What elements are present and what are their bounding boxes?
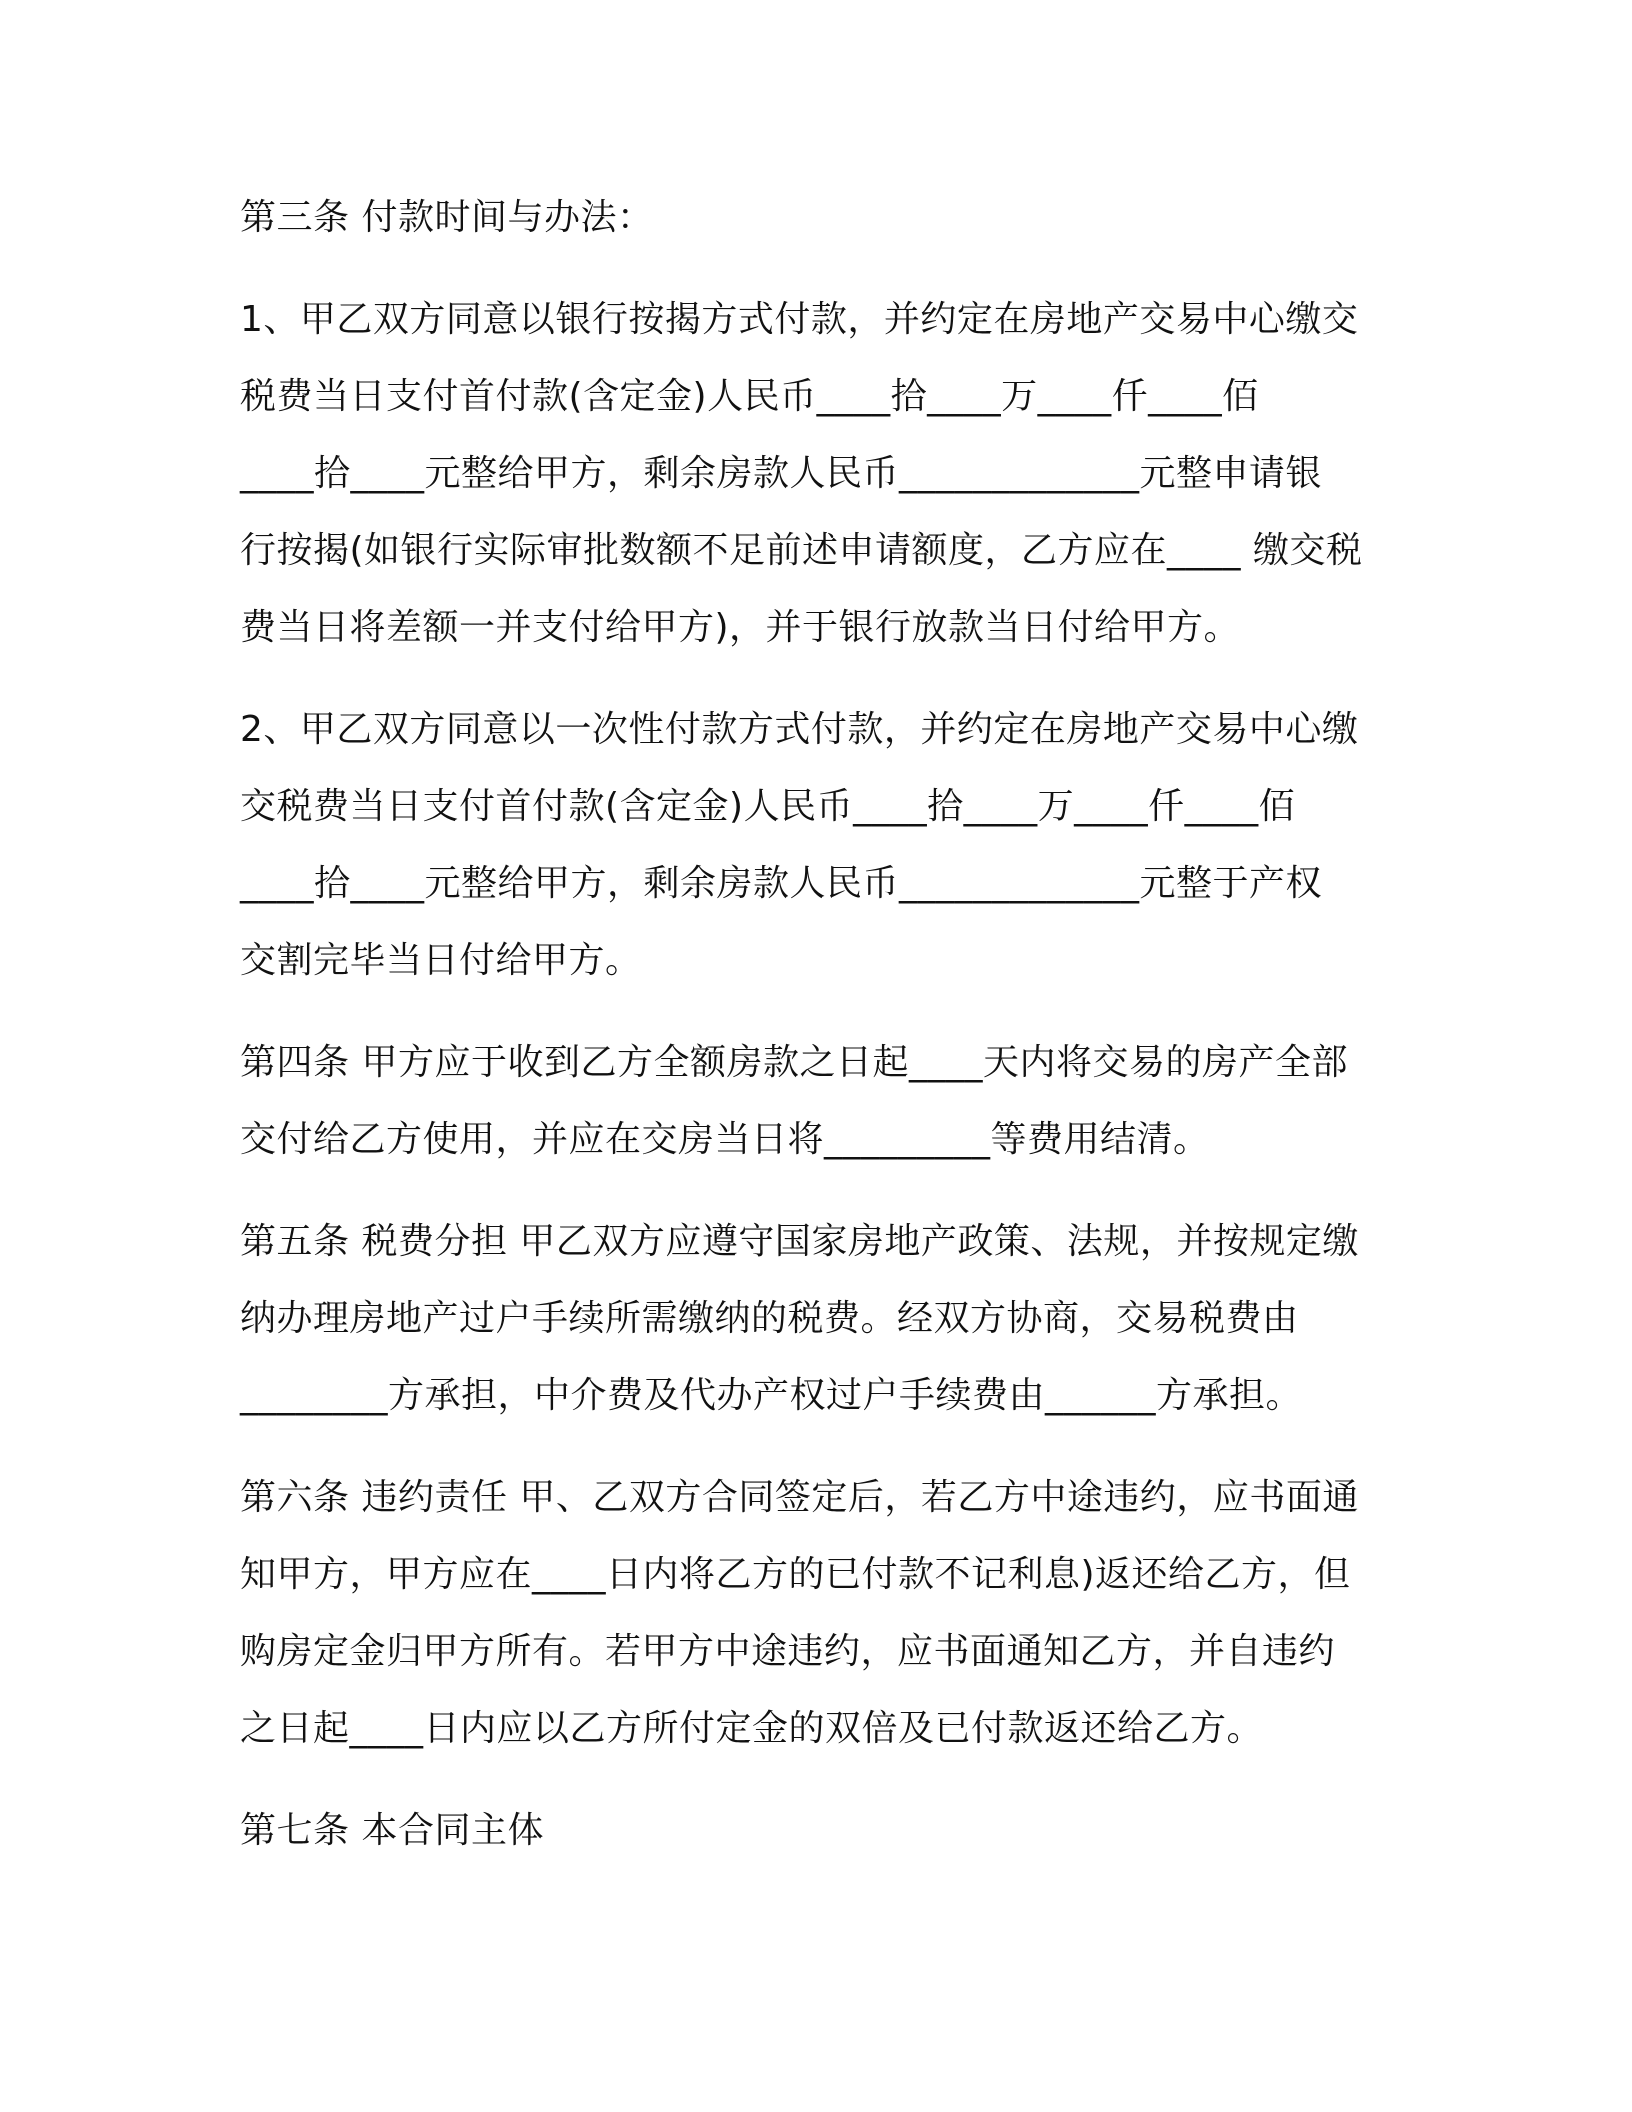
text-line: 1、甲乙双方同意以银行按揭方式付款，并约定在房地产交易中心缴交 (240, 299, 1359, 340)
article-5 (240, 1216, 1400, 1447)
text-line: 之日起____日内应以乙方所付定金的双倍及已付款返还给乙方。 (240, 1708, 1264, 1749)
article-3-clause-1 (240, 294, 1400, 679)
article-7-heading (240, 1805, 1400, 1882)
text-line: ____拾____元整给甲方，剩余房款人民币_____________元整申请银 (240, 453, 1323, 494)
text-line: 交付给乙方使用，并应在交房当日将_________等费用结清。 (240, 1119, 1210, 1160)
text-line: 2、甲乙双方同意以一次性付款方式付款，并约定在房地产交易中心缴 (240, 709, 1359, 750)
text-line: 第三条 付款时间与办法： (240, 197, 654, 238)
text-line: 交税费当日支付首付款(含定金)人民币____拾____万____仟____佰 (240, 786, 1296, 827)
text-line: 税费当日支付首付款(含定金)人民币____拾____万____仟____佰 (240, 376, 1259, 417)
text-line: 知甲方，甲方应在____日内将乙方的已付款不记利息)返还给乙方，但 (240, 1554, 1351, 1595)
article-3-heading (240, 192, 1400, 269)
article-6 (240, 1472, 1400, 1780)
text-line: 第六条 违约责任 甲、乙双方合同签定后，若乙方中途违约，应书面通 (240, 1477, 1359, 1518)
text-line: 第七条 本合同主体 (240, 1810, 544, 1851)
article-4 (240, 1037, 1400, 1191)
text-line: ________方承担，中介费及代办产权过户手续费由______方承担。 (240, 1375, 1303, 1416)
text-line: 第五条 税费分担 甲乙双方应遵守国家房地产政策、法规，并按规定缴 (240, 1221, 1359, 1262)
text-line: 纳办理房地产过户手续所需缴纳的税费。经双方协商，交易税费由 (240, 1298, 1299, 1339)
text-line: 第四条 甲方应于收到乙方全额房款之日起____天内将交易的房产全部 (240, 1042, 1348, 1083)
text-line: ____拾____元整给甲方，剩余房款人民币_____________元整于产权 (240, 863, 1323, 904)
text-line: 行按揭(如银行实际审批数额不足前述申请额度，乙方应在____ 缴交税 (240, 530, 1363, 571)
document-body (240, 192, 1400, 1907)
text-line: 费当日将差额一并支付给甲方)，并于银行放款当日付给甲方。 (240, 607, 1241, 648)
text-line: 交割完毕当日付给甲方。 (240, 940, 642, 981)
text-line: 购房定金归甲方所有。若甲方中途违约，应书面通知乙方，并自违约 (240, 1631, 1336, 1672)
article-3-clause-2 (240, 704, 1400, 1012)
